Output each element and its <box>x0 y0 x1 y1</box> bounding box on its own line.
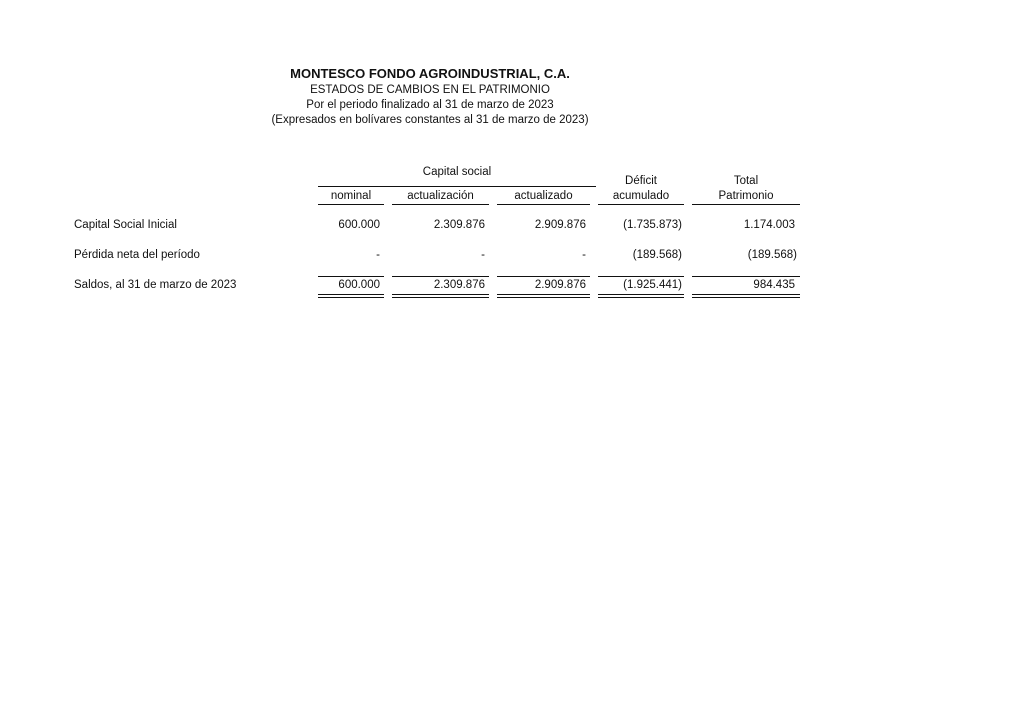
row3-total: 984.435 <box>753 279 795 291</box>
total-rule-total <box>692 276 800 277</box>
row1-deficit: (1.735.873) <box>623 219 682 231</box>
double-rule-nominal-2 <box>318 297 384 298</box>
double-rule-actualizado-2 <box>497 297 590 298</box>
total-rule-actualizado <box>497 276 590 277</box>
row-label-saldos: Saldos, al 31 de marzo de 2023 <box>74 279 237 291</box>
col-header-deficit: Déficit <box>625 175 657 187</box>
col-header-actualizado: actualizado <box>514 190 573 202</box>
row3-nominal: 600.000 <box>338 279 380 291</box>
double-rule-total-1 <box>692 294 800 295</box>
row1-actualizado: 2.909.876 <box>534 219 586 231</box>
row-label-perdida: Pérdida neta del período <box>74 249 200 261</box>
double-rule-nominal-1 <box>318 294 384 295</box>
currency-note: (Expresados en bolívares constantes al 31 de marzo de 2023) <box>271 114 589 126</box>
col-underline-deficit <box>598 204 684 205</box>
col-underline-actualizado <box>497 204 590 205</box>
row2-deficit: (189.568) <box>632 249 682 261</box>
row3-deficit: (1.925.441) <box>623 279 682 291</box>
row2-nominal: - <box>376 249 380 261</box>
row2-actualizacion: - <box>481 249 485 261</box>
capital-social-header: Capital social <box>422 166 492 178</box>
row1-actualizacion: 2.309.876 <box>433 219 485 231</box>
col-header-acumulado: acumulado <box>612 190 670 202</box>
col-header-patrimonio: Patrimonio <box>718 190 774 202</box>
double-rule-actualizacion-1 <box>392 294 489 295</box>
row1-nominal: 600.000 <box>338 219 380 231</box>
col-header-actualizacion: actualización <box>407 190 474 202</box>
row-label-capital-inicial: Capital Social Inicial <box>74 219 177 231</box>
col-header-nominal: nominal <box>330 190 372 202</box>
total-rule-actualizacion <box>392 276 489 277</box>
total-rule-nominal <box>318 276 384 277</box>
col-header-total: Total <box>733 175 759 187</box>
col-underline-total <box>692 204 800 205</box>
double-rule-actualizado-1 <box>497 294 590 295</box>
row1-total: 1.174.003 <box>743 219 795 231</box>
double-rule-deficit-1 <box>598 294 684 295</box>
statement-period: Por el periodo finalizado al 31 de marzo de 2023 <box>306 99 554 111</box>
col-underline-nominal <box>318 204 384 205</box>
double-rule-deficit-2 <box>598 297 684 298</box>
row3-actualizado: 2.909.876 <box>534 279 586 291</box>
statement-title: ESTADOS DE CAMBIOS EN EL PATRIMONIO <box>310 84 550 96</box>
capital-social-underline <box>318 186 596 187</box>
row3-actualizacion: 2.309.876 <box>433 279 485 291</box>
double-rule-total-2 <box>692 297 800 298</box>
row2-actualizado: - <box>582 249 586 261</box>
company-name: MONTESCO FONDO AGROINDUSTRIAL, C.A. <box>290 66 570 81</box>
total-rule-deficit <box>598 276 684 277</box>
col-underline-actualizacion <box>392 204 489 205</box>
row2-total: (189.568) <box>747 249 797 261</box>
double-rule-actualizacion-2 <box>392 297 489 298</box>
